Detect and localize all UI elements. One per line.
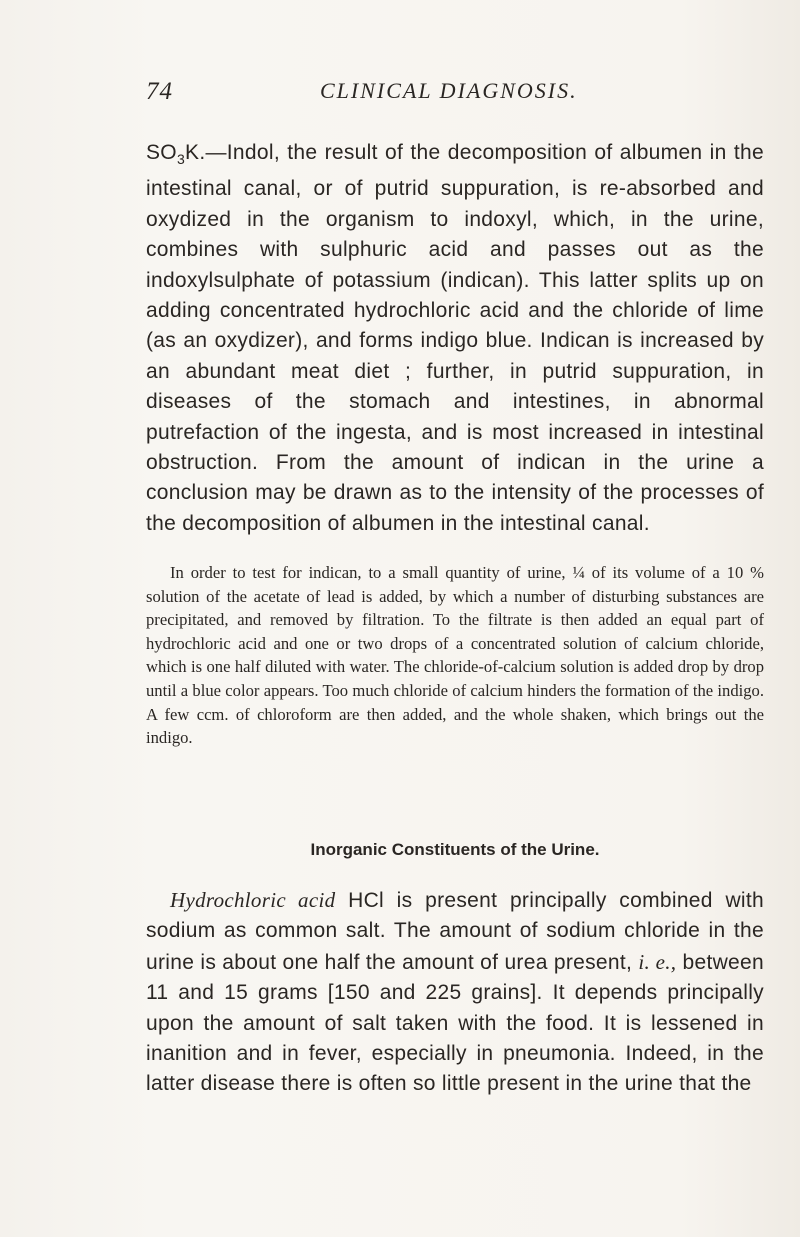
- formula-subscript: 3: [176, 151, 186, 167]
- indican-test-note: In order to test for indican, to a small quantity of urine, ¼ of its volume of a 10 % solution of the acetate of lead is added, by which a number of disturbing substances are precipitated, and removed by filtration. To the filtrate is then added an equal part of hydrochloric acid and one or two drops of a concentrated solution of calcium chloride, which is one half diluted with water. The chloride-of-calcium solution is added drop by drop until a blue color appears. Too much chloride of calcium hinders the formation of the indigo. A few ccm. of chloroform are then added, and the whole shaken, which brings out the indigo.: [146, 563, 764, 748]
- paragraph-hydrochloric-acid: [146, 885, 764, 1100]
- italic-lead: Hydrochloric acid: [170, 888, 336, 912]
- italic-ie: i. e.,: [638, 949, 677, 974]
- page-header: [146, 78, 766, 110]
- section-heading: Inorganic Constituents of the Urine.: [310, 840, 600, 859]
- formula-lead: SO: [146, 141, 177, 164]
- formula-tail: K.: [185, 141, 206, 164]
- running-head: CLINICAL DIAGNOSIS.: [320, 78, 578, 103]
- paragraph-indican: [146, 138, 764, 539]
- paragraph-1-text: —Indol, the result of the decomposition of albumen in the intestinal canal, or of putrid suppuration, is re-absorbed and oxydized in the organism to indoxyl, which, in the urine, combines with sulphuric acid and passes out as the indoxylsulphate of potassium (indican). This latter splits up on adding concentrated hydrochloric acid and the chloride of lime (as an oxydizer), and forms indigo blue. Indican is increased by an abundant meat diet ; further, in putrid suppuration, in diseases of the stomach and intestines, in abnormal putrefaction of the ingesta, and is most increased in intestinal obstruction. From the amount of indican in the urine a conclusion may be drawn as to the intensity of the processes of the decomposition of albumen in the intestinal canal.: [146, 141, 764, 535]
- paragraph-2-text-a: HCl is present principally combined with sodium as common salt. The amount of sodium chloride in the urine is about one half the amount of urea present,: [146, 889, 764, 974]
- page-number: 74: [146, 78, 173, 105]
- paragraph-2-text-b: between 11 and 15 grams [150 and 225 grains]. It depends principally upon the amount of salt taken with the food. It is lessened in inanition and in fever, especially in pneumonia. Indeed, in the latter disease there is often so little present in the urine that the: [146, 950, 764, 1096]
